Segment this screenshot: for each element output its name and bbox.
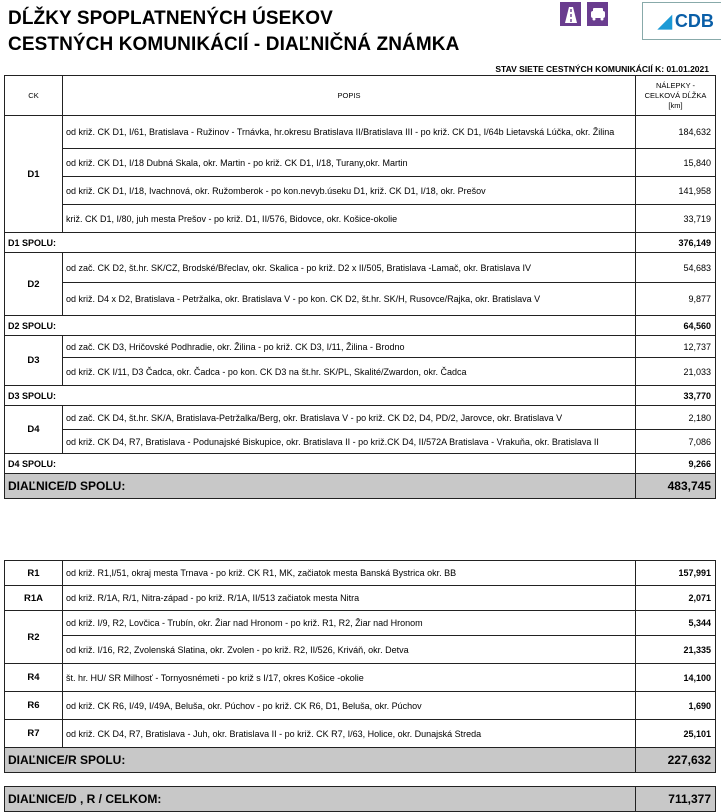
- table-row: [5, 358, 716, 386]
- row-description: od križ. CK D1, I/18, Ivachnová, okr. Ružomberok - po kon.nevyb.úseku D1, križ. CK D1, I/18, okr. Prešov: [63, 177, 636, 205]
- d-total-label: DIAĽNICE/D SPOLU:: [5, 474, 636, 499]
- row-description: od križ. I/9, R2, Lovčica - Trubín, okr. Žiar nad Hronom - po križ. R1, R2, Žiar nad Hronom: [63, 611, 636, 636]
- row-length: 184,632: [636, 116, 716, 149]
- table-row: [5, 720, 716, 748]
- header-popis: POPIS: [63, 76, 636, 116]
- ck-d2: D2: [5, 253, 63, 316]
- ck-d1: D1: [5, 116, 63, 233]
- row-description: od križ. CK D4, R7, Bratislava - Podunajské Biskupice, okr. Bratislava II - po križ.CK D4, II/572A Bratislava - Vrakuňa, okr. Bratislava II: [63, 430, 636, 454]
- row-description: od križ. R/1A, R/1, Nitra-západ - po križ. R/1A, II/513 začiatok mesta Nitra: [63, 586, 636, 611]
- subtotal-row: [5, 316, 716, 336]
- row-length: 21,335: [636, 636, 716, 664]
- table-row: [5, 177, 716, 205]
- row-length: 12,737: [636, 336, 716, 358]
- ck-d3: D3: [5, 336, 63, 386]
- row-description: od križ. CK I/11, D3 Čadca, okr. Čadca - po kon. CK D3 na št.hr. SK/PL, Skalité/Zwardon, okr. Čadca: [63, 358, 636, 386]
- grand-total-value: 711,377: [636, 787, 716, 812]
- d-highways-table: [4, 75, 716, 499]
- ck-r1: R1: [5, 561, 63, 586]
- page-title: [8, 6, 459, 58]
- subtotal-label: D1 SPOLU:: [5, 233, 636, 253]
- r-total-label: DIAĽNICE/R SPOLU:: [5, 748, 636, 773]
- grand-total-label: DIAĽNICE/D , R / CELKOM:: [5, 787, 636, 812]
- table-row: [5, 283, 716, 316]
- row-length: 25,101: [636, 720, 716, 748]
- ck-r4: R4: [5, 664, 63, 692]
- r-expressways-table: [4, 560, 716, 773]
- r-total-value: 227,632: [636, 748, 716, 773]
- table-row: [5, 336, 716, 358]
- ck-r6: R6: [5, 692, 63, 720]
- table-row: [5, 253, 716, 283]
- subtotal-label: D2 SPOLU:: [5, 316, 636, 336]
- row-length: 21,033: [636, 358, 716, 386]
- cdb-logo: ◢ CDB: [642, 2, 721, 40]
- row-length: 5,344: [636, 611, 716, 636]
- table-row: [5, 611, 716, 636]
- header-ck: CK: [5, 76, 63, 116]
- title-line-2: CESTNÝCH KOMUNIKÁCIÍ - DIAĽNIČNÁ ZNÁMKA: [8, 34, 460, 55]
- table-header: [5, 76, 716, 116]
- table-row: [5, 149, 716, 177]
- grand-total-table: [4, 786, 716, 812]
- row-length: 15,840: [636, 149, 716, 177]
- grand-total-row: [5, 787, 716, 812]
- d-total-value: 483,745: [636, 474, 716, 499]
- row-description: od križ. CK D4, R7, Bratislava - Juh, okr. Bratislava II - po križ. CK R7, I/63, Holice, okr. Dunajská Streda: [63, 720, 636, 748]
- row-length: 2,180: [636, 406, 716, 430]
- table-row: [5, 586, 716, 611]
- r-total-row: [5, 748, 716, 773]
- ck-r2: R2: [5, 611, 63, 664]
- table-row: [5, 116, 716, 149]
- row-length: 157,991: [636, 561, 716, 586]
- subtotal-label: D3 SPOLU:: [5, 386, 636, 406]
- subtotal-label: D4 SPOLU:: [5, 454, 636, 474]
- subtotal-row: [5, 233, 716, 253]
- row-length: 14,100: [636, 664, 716, 692]
- logo-group: [560, 2, 721, 40]
- table-row: [5, 664, 716, 692]
- table-row: [5, 636, 716, 664]
- row-description: od križ. CK D1, I/61, Bratislava - Ružinov - Trnávka, hr.okresu Bratislava II/Bratislava III - po križ. CK D1, I/64b Lietavská Lúčka, okr. Žilina: [63, 116, 636, 149]
- row-length: 7,086: [636, 430, 716, 454]
- table-row: [5, 205, 716, 233]
- row-length: 2,071: [636, 586, 716, 611]
- highway-pictogram-icon: [560, 2, 581, 26]
- table-row: [5, 692, 716, 720]
- row-description: od križ. CK R6, I/49, I/49A, Beluša, okr. Púchov - po križ. CK R6, D1, Beluša, okr. Púchov: [63, 692, 636, 720]
- row-description: od križ. I/16, R2, Zvolenská Slatina, okr. Zvolen - po križ. R2, II/526, Kriváň, okr. Detva: [63, 636, 636, 664]
- ck-r7: R7: [5, 720, 63, 748]
- d-total-row: [5, 474, 716, 499]
- row-description: od križ. R1,I/51, okraj mesta Trnava - po križ. CK R1, MK, začiatok mesta Banská Bystrica okr. BB: [63, 561, 636, 586]
- table-row: [5, 406, 716, 430]
- row-description: križ. CK D1, I/80, juh mesta Prešov - po križ. D1, II/576, Bidovce, okr. Košice-okolie: [63, 205, 636, 233]
- title-line-1: DĹŽKY SPOPLATNENÝCH ÚSEKOV: [8, 8, 333, 29]
- row-length: 54,683: [636, 253, 716, 283]
- subtotal-value: 376,149: [636, 233, 716, 253]
- row-length: 9,877: [636, 283, 716, 316]
- row-description: od zač. CK D3, Hričovské Podhradie, okr. Žilina - po križ. CK D3, I/11, Žilina - Brodno: [63, 336, 636, 358]
- subtotal-value: 33,770: [636, 386, 716, 406]
- table-row: [5, 430, 716, 454]
- ck-r1a: R1A: [5, 586, 63, 611]
- row-description: od križ. D4 x D2, Bratislava - Petržalka, okr. Bratislava V - po kon. CK D2, št.hr. SK/H, Rusovce/Rajka, okr. Bratislava V: [63, 283, 636, 316]
- subtotal-row: [5, 454, 716, 474]
- subtotal-value: 9,266: [636, 454, 716, 474]
- header-length: NÁLEPKY - CELKOVÁ DĹŽKA [km]: [636, 76, 716, 116]
- car-pictogram-icon: [587, 2, 608, 26]
- table-row: [5, 561, 716, 586]
- row-description: od zač. CK D2, št.hr. SK/CZ, Brodské/Břeclav, okr. Skalica - po križ. D2 x II/505, Bratislava -Lamač, okr. Bratislava IV: [63, 253, 636, 283]
- cdb-logo-mark-icon: ◢: [658, 10, 672, 31]
- row-description: št. hr. HU/ SR Milhosť - Tornyosnémeti - po križ s I/17, okres Košice -okolie: [63, 664, 636, 692]
- row-description: od zač. CK D4, št.hr. SK/A, Bratislava-Petržalka/Berg, okr. Bratislava V - po križ. CK D2, D4, PD/2, Jarovce, okr. Bratislava V: [63, 406, 636, 430]
- subtotal-value: 64,560: [636, 316, 716, 336]
- row-length: 141,958: [636, 177, 716, 205]
- row-length: 33,719: [636, 205, 716, 233]
- network-status-date: STAV SIETE CESTNÝCH KOMUNIKÁCIÍ K: 01.01.2021: [495, 64, 709, 74]
- subtotal-row: [5, 386, 716, 406]
- row-length: 1,690: [636, 692, 716, 720]
- ck-d4: D4: [5, 406, 63, 454]
- row-description: od križ. CK D1, I/18 Dubná Skala, okr. Martin - po križ. CK D1, I/18, Turany,okr. Martin: [63, 149, 636, 177]
